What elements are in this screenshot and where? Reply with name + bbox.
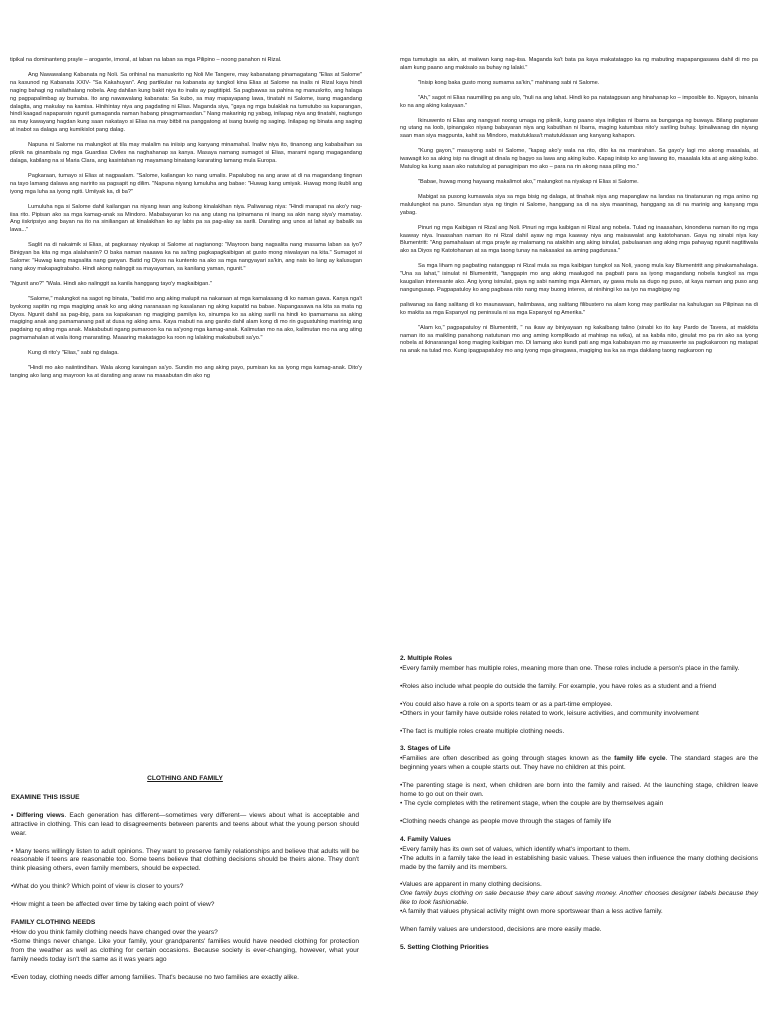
paragraph: "Kung gayon," masuyong sabi ni Salome, "kapag ako'y wala na rito, dito ka na manirahan. Sa gayo'y lagi mo akong maaalala, at iwawagit ko sa aking isip na dinagit at dinala ng bagyo sa lawa ang aking kubo. Kapag iniisip ko ang lawang ito, maaalala kita at ang aking kubo. Matulog ka kung saan ako natutulog at panaginipan mo ako – para na rin akong nasa piling mo." — [400, 148, 758, 171]
paragraph: "Salome," malungkot na sagot ng binata, "batid mo ang aking malupit na nakaraan at mga kamalasang di ko naman gawa. Kanya nga't byokong sapitin ng mga magiging anak ko ang aking naranasan ng kasalanan ng aking kapatid na babae. Napangasawa na kita sa mata ng Diyos. Ngunit dahil sa pag-ibig, para sa kapakanan ng magiging pamilya ko, sinumpa ko sa aking sarili na hindi ko ipamamana sa aking magiging anak ang pamamanang pait at dusa ng aking ama. Kaya mabuti na ang ganito dahil alam kong di mo rin gugustuhing maririnig ang pagdaing ng ating mga anak. Makabubuti ngang pumaroon ka na sa'yong mga kamag-anak. Kalimutan mo na ako, kalimutan mo na ang ating pagmamahalan at wala itong mararating. Maaaring makatagpo ka roon ng lalaking makabubuti sa'yo." — [10, 295, 362, 342]
paragraph: • The cycle completes with the retirement stage, when the couple are by themselves again — [400, 799, 664, 807]
list-item: •How do you think family clothing needs have changed over the years? — [11, 928, 218, 936]
top-left-column — [10, 57, 362, 388]
subheading: EXAMINE THIS ISSUE — [11, 793, 80, 801]
paragraph: Kung di rito'y "Elias," sabi ng dalaga. — [28, 350, 119, 357]
top-right-column — [400, 57, 758, 363]
paragraph: "Alam ko," pagpapatuloy ni Blumentritt, " na ikaw ay biniyayaan ng kakaibang talino (sinabi ko ito kay Pardo de Tavera, at makikita naman ito sa maikling panahong natutunan mo ang aming komplikado at mahirap na wika), at sa kabila nito, ginulat mo pa rin ako sa iyong nobela at ikinararangal kong maging kaibigan mo. Di lamang ako kundi pati ang mga kababayan mo ay masuwerte sa pagkakaroon ng matapat na anak na tulad mo. Kung ipagpapatuloy mo ang iyong mga ginagawa, magiging isa ka sa mga dakilang taong nagkaroon ng — [400, 324, 758, 355]
paragraph: •Every family member has multiple roles, meaning more than one. These roles include a person's place in the family. — [400, 664, 740, 672]
paragraph: • Many teens willingly listen to adult opinions. They want to preserve family relationships and believe that adults will be reasonable if teens are reasonable too. Some teens believe that clothing decisions should be theirs alone. They don't think pleasing others, even family members, should be expected. — [11, 847, 359, 873]
paragraph: "Hindi mo ako naiintindihan. Wala akong karaingan sa'yo. Sundin mo ang aking payo, pumisan ka sa iyong mga kamag-anak. Dito'y tanging ako lang ang mayroon ka at darating ang araw na maaabutan din ako ng — [10, 365, 362, 379]
paragraph: When family values are understood, decisions are more easily made. — [400, 926, 602, 934]
paragraph: •A family that values physical activity might own more sportswear than a less active family. — [400, 908, 663, 916]
paragraph: •Clothing needs change as people move through the stages of family life — [400, 817, 612, 825]
bottom-right-column — [400, 655, 758, 954]
paragraph: "Inisip kong baka gusto mong sumama sa'kin," mahinang sabi ni Salome. — [418, 79, 600, 86]
paragraph: Ang Nawawalang Kabanata ng Noli. Sa orihinal na manuskrito ng Noli Me Tangere, may kabanatang pinamagatang "Elias at Salome" na kasunod ng Kabanata XXIV- "Sa Kakahuyan". Ang partikular na kabanata ay tungkol kina Elias at Salome na inalis ni Rizal kaya hindi naging bahagi ng nailathalang nobela. Ang dahilan kung bakit niya ito inalis ay pagtitipid. Sa pagbawas sa pahina ng manuskrito, ang halaga ng pagpapalimbag ay bumaba. Ito ang nawawalang kabanata: Sa kubo, sa may mapayapang lawa, tinatahi ni Salome, isang magandang dalagita, ang makulay na kamisa. Hinihintay niya ang pagdating ni Elias. Maganda siya, "gaya ng mga bulaklak na tumutubo sa kaparangan, hindi kaagad napapansin ngunit gumaganda naman habang pinagmamasdan." Nang makarinig ng yabag, inilapag niya ang tinatahi, nagtungo sa may kawayang hagdan kung saan nakatayo si Elias na may bitbit na panggatong at isang buwig ng saging. Inilapag ng binata ang saging at inabot sa dalaga ang kumikislot pang dalag. — [10, 71, 362, 134]
paragraph: tipikal na dominanteng prayle – arogante, imoral, at laban na laban sa mga Pilipino – noong panahon ni Rizal. — [10, 57, 282, 63]
list-item: •Even today, clothing needs differ among families. That's because no two families are exactly alike. — [11, 973, 299, 981]
paragraph: •Families are often described as going through stages known as the family life cycle. The standard stages are the beginning years when a couple starts out. They have no children at this point. — [400, 755, 758, 772]
paragraph: Mabigat sa pusong kumawala siya sa mga bisig ng dalaga, at tinahak niya ang mapanglaw na landas na tinatanuran ng mga anino ng malulungkot na puno. Sinundan siya ng tingin ni Salome, hanggang sa di na siya maaninag, hanggang sa di na marinig ang kanyang mga yabag. — [400, 193, 758, 216]
paragraph: •The adults in a family take the lead in establishing basic values. These values then influence the many clothing decisions made by the family and its members. — [400, 854, 758, 871]
paragraph: •Others in your family have outside roles related to work, leisure activities, and community involvement — [400, 709, 699, 717]
section-heading: 4. Family Values — [400, 835, 451, 843]
paragraph: • Differing views. Each generation has different—sometimes very different— views about what is acceptable and attractive in clothing. This can lead to disagreements between parents and teens about what the young person should wear. — [11, 811, 359, 837]
paragraph: Sa mga liham ng pagbating natanggap ni Rizal mula sa mga kaibigan tungkol sa Noli, yaong mula kay Blumentritt ang pinakamahalaga. "Una sa lahat," isinulat ni Blumentritt, "tanggapin mo ang aking maalugod na pagbati para sa iyong magandang nobela tungkol sa mga kaugalian interesante ako. Ang iyong isinulat, gaya ng sabi naming mga Aleman, ay gawa mula sa dugo ng puso, at kaya naman ang puso ang nangungusap. Pagpapatuloy ko ang pagbasa nito nang may buong interes, at ninihingi ko sa iyo na magbigay ng — [400, 263, 758, 293]
paragraph: •The fact is multiple roles create multiple clothing needs. — [400, 727, 565, 735]
section-heading: 5. Setting Clothing Priorities — [400, 943, 489, 951]
subheading: FAMILY CLOTHING NEEDS — [11, 919, 96, 927]
question: •What do you think? Which point of view is closer to yours? — [11, 883, 184, 891]
paragraph: Pagkaraan, tumayo si Elias at nagpaalam. "Salome, kailangan ko nang umalis. Papalubog na ang araw at di na magandang tingnan na tayo lamang dalawa ang naririto sa pagsapit ng dilim. "Napuna niyang lumuluha ang babae: "Huwag kang umiyak. Huwag mong ikubli ang iyong mga luha sa iyong ngiti. Umiiyak ka, di ba?" — [10, 172, 362, 195]
paragraph: Pinuri ng mga Kaibigan ni Rizal ang Noli. Pinuri ng mga kaibigan ni Rizal ang nobela. Tulad ng inaasahan, kinondena naman ito ng mga kaaway niya. Inaasahan naman ito ni Rizal dahil ayaw ng mga kaaway niya ang maisawalat ang katotohanan. Gaya ng sinabi niya kay Blumentritt: "Ang pamahalaan at mga prayle ay malamang na atakihin ang aking isinulat, pabulaanan ang aking mga pahayag ngunit nagtitiwala ako sa Diyos ng Katotohanan at sa mga taong tunay na nakasaksi sa aming pagdurusa." — [400, 224, 758, 255]
paragraph: •You could also have a role on a sports team or as a part-time employee. — [400, 700, 613, 708]
list-item: •Some things never change. Like your family, your grandparents' families would have needed clothing for protection from the weather as well as clothing for certain occasions. Because society is ever-changing, however, what your family needs today isn't the same as it was years ago — [11, 937, 359, 963]
paragraph: Lumuluha nga si Salome dahil kailangan na niyang iwan ang kubong kinalakihan niya. Paliwanag niya: "Hindi marapat na ako'y nag-iisa rito. Pipisan ako sa mga kamag-anak sa Mindoro. Mababayaran ko na ang utang na ipinamana ni inang sa akin nang siya'y mamatay. Ang iiskripsiyo ang bayan na ito na siniliangan at kinalakihan ko ay labis pa sa pag-alay sa sarili. Darating ang unos at lahat ay babalik sa lawa..." — [10, 203, 362, 234]
bottom-left-column — [11, 775, 359, 992]
paragraph: mga tumutugis sa akin, at maiiwan kang nag-iisa. Maganda ka't bata pa kaya makatatagpo ka ng mabuting mapapangasawa dahil di mo pa alam kung paano ang makisalo sa buhay ng lalaki." — [400, 57, 758, 71]
question: •How might a teen be affected over time by taking each point of view? — [11, 901, 215, 909]
paragraph: •The parenting stage is next, when children are born into the family and raised. At the launching stage, children leave home to go out on their own. — [400, 782, 758, 799]
section-heading: 3. Stages of Life — [400, 745, 451, 753]
paragraph: One family buys clothing on sale because they care about saving money. Another chooses designer labels because they like to look fashionable. — [400, 890, 758, 907]
paragraph: Ikinuwento ni Elias ang nangyari noong umaga ng piknik, kung paano siya iniligtas ni Ibarra sa bunganga ng buwaya. Bilang pagtanaw ng utang na loob, ipinangako niyang babayaran niya ang kabutihan ni Ibarra, maging katumbas nito'y sariling buhay. Ipinaliwanag din niyang saan man siya magpunta, kahit sa Mindoro, matutuklasa't matutuklasan ang kanyang kahapon. — [400, 117, 758, 140]
paragraph: •Roles also include what people do outside the family. For example, you have roles as a student and a friend — [400, 682, 717, 690]
section-title: CLOTHING AND FAMILY — [147, 775, 223, 782]
family-life-cycle-term: family life cycle — [614, 755, 666, 763]
differing-views-label: • Differing views — [11, 811, 65, 819]
paragraph: Saglit na di nakaimik si Elias, at pagkaraay niyakap si Salome at nagtanong: "Mayroon bang nagsalita nang masama laban sa iyo? Binigyan ba kita ng mga alalahanin? O baka naman naaawa ka na sa'ting pagkapagkaibigan at gusto mong niwalayan na kita." Sumagot si Salome: "Huwag kang magsalita nang ganyan. Batid ng Diyos na kuntento na ako sa mga nangyayari sa'kin, ang nais ko lang ay kalusugan nang akoy makapagtrabaho. Hindi akong nalinggit sa mayayaman, sa kanilang yaman, ngunit." — [10, 242, 362, 272]
paragraph: Napuna ni Salome na malungkot at tila may malalim na iniisip ang kanyang minamahal. Inaliw niya ito, tinanong ang kababaihan sa piknik na ginambala ng mga Guardias Civiles na naghahanap sa kanya. Masaya namang sumagot si Elias, marami ngang magagandang dalaga, kabilang na si Maria Clara, ang kasintahan ng mayamang binatang kararating lamang mula Europa. — [10, 142, 362, 164]
paragraph: •Every family has its own set of values, which identify what's important to them. — [400, 845, 631, 853]
paragraph: "Ngunit ano?" "Wala. Hindi ako nalinggit sa kanila hanggang tayo'y magkaibigan." — [10, 280, 212, 287]
paragraph: paliwanag sa ilang salitang di ko maunawaan, halimbawa, ang salitang filibustero na alam kong may partikular na kahulugan sa Pilipinas na di ko makita sa mga Espanyol ng peninsula ni sa mga Espanyol ng Amerika." — [400, 301, 758, 316]
section-heading: 2. Multiple Roles — [400, 655, 453, 662]
paragraph: "Babae, huwag mong hayaang makalimot ako," malungkot na niyakap ni Elias si Salome. — [418, 178, 639, 185]
paragraph: "Ah," sagot ni Elias naumiiling pa ang ulo, "huli na ang lahat. Hindi ko pa natatagpuan ang hinahanap ko – imposible ito. Ngayon, isinanla ko na ang aking kalayaan." — [400, 94, 758, 109]
paragraph: •Values are apparent in many clothing decisions. — [400, 881, 542, 889]
